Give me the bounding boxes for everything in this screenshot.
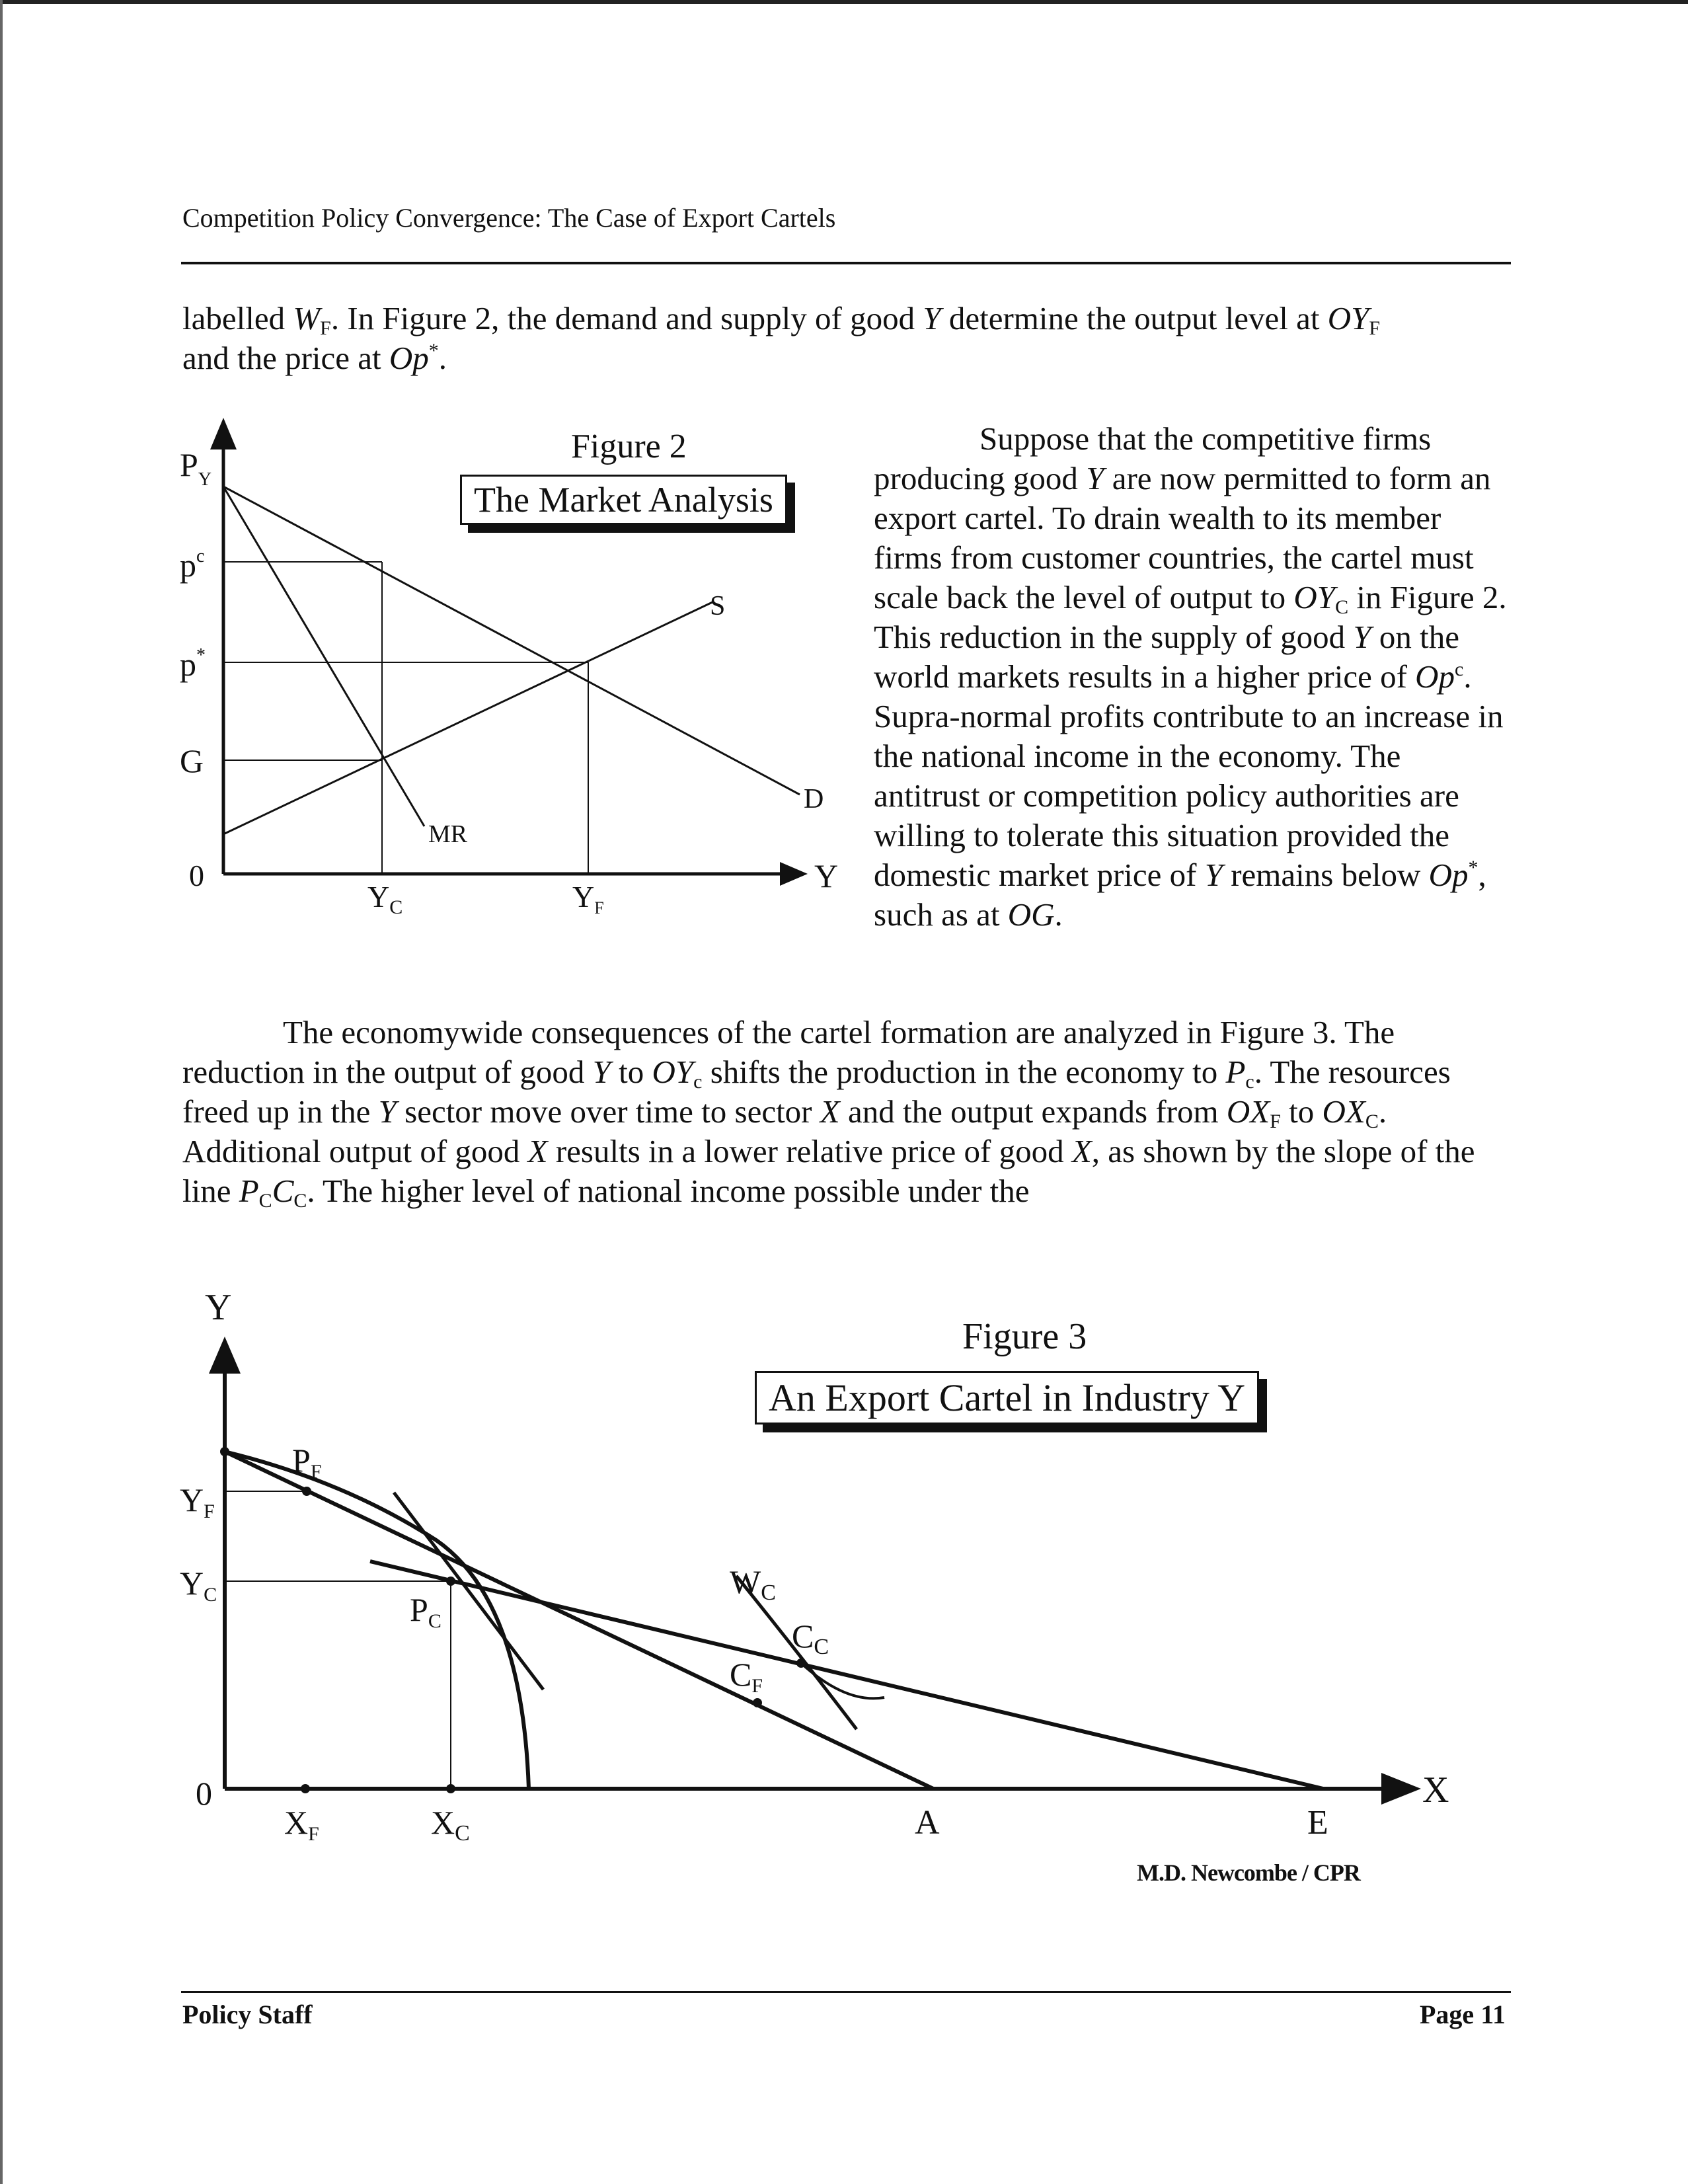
fig2-label-y-axis: Y — [814, 857, 839, 894]
fig3-point-xc — [446, 1784, 455, 1793]
fig3-point-yf-top — [220, 1447, 229, 1456]
fig2-label-pstar: p* — [180, 645, 206, 683]
fig3-line-pf-a — [225, 1452, 933, 1789]
fig3-label-yf: $Y_F$ — [180, 1481, 215, 1522]
figure-3 — [172, 1276, 1520, 1884]
fig2-label-py: $P_Y$ — [180, 446, 212, 490]
fig2-label-s: S — [710, 591, 726, 621]
footer-rule — [181, 1991, 1511, 1993]
figure-2-box-title: The Market Analysis — [460, 475, 787, 525]
header-rule — [181, 262, 1511, 264]
fig3-label-xf: $X_F$ — [284, 1804, 319, 1845]
fig3-label-pc: $P_C$ — [410, 1591, 441, 1632]
intro-line-1: labelled $W_F$. In Figure 2, the demand and supply of good Y determine the output level at $OY_F$ — [182, 300, 1381, 339]
fig3-production-frontier — [225, 1452, 529, 1789]
running-header: Competition Policy Convergence: The Case of Export Cartels — [182, 203, 836, 233]
fig2-y-arrow — [210, 418, 237, 449]
fig3-y-arrow — [209, 1337, 241, 1374]
figure-2 — [178, 410, 853, 939]
fig3-point-cc — [796, 1658, 806, 1668]
fig2-label-yf: $Y_F$ — [572, 880, 604, 917]
fig3-label-pf: $P_F$ — [292, 1442, 322, 1483]
fig2-supply-curve — [223, 602, 714, 834]
fig2-label-pc: $p^c$ — [180, 546, 205, 584]
figure-3-credit: M.D. Newcombe / CPR — [1137, 1859, 1360, 1886]
figure-3-diagram — [172, 1276, 1520, 1884]
fig2-label-g: G — [180, 742, 204, 779]
fig2-label-zero: 0 — [189, 859, 204, 892]
fig3-point-xf — [301, 1784, 310, 1793]
figure-3-box-title: An Export Cartel in Industry Y — [755, 1371, 1259, 1424]
intro-line-2: and the price at Op*. — [182, 340, 447, 376]
fig2-mr-curve — [223, 487, 424, 826]
fig2-x-arrow — [780, 862, 808, 886]
right-column-paragraph: Suppose that the competitive firms producing good Y are now permitted to form an export cartel. To drain wealth to its member firms from customer countries, the cartel must scale back the level of output to $OY_C$ in Figure 2. This reduction in the supply of good Y on the world markets results in a higher price of Op$^c$. Supra-normal profits contribute to an increase in the national income in the economy. The antitrust or competition policy authorities are willing to tolerate this situation provided the domestic market price of Y remains below Op*, such as at OG. — [874, 420, 1507, 933]
fig3-label-cf: $C_F$ — [730, 1656, 763, 1697]
fig2-demand-curve — [223, 487, 800, 795]
fig3-label-xc: $X_C$ — [431, 1804, 470, 1846]
body-paragraph-2: The economywide consequences of the cartel formation are analyzed in Figure 3. The reduction in the output of good Y to $OY_c$ shifts the production in the economy to $P_c$. The resources freed up in the Y sector move over time to sector X and the output expands from $OX_F$ to $OX_C$. Additional output of good X results in a lower relative price of good X, as shown by the slope of the line $P_CC_C$. The higher level of national income possible under the — [182, 1014, 1475, 1212]
footer-left: Policy Staff — [182, 2000, 313, 2029]
fig3-label-yc: $Y_C$ — [180, 1565, 217, 1606]
fig2-label-d: D — [804, 784, 824, 814]
fig2-label-yc: $Y_C$ — [367, 880, 403, 918]
fig3-x-arrow — [1381, 1773, 1421, 1805]
top-border — [0, 0, 1688, 4]
fig3-label-e: E — [1307, 1804, 1328, 1842]
left-border — [0, 0, 3, 2184]
figure-3-title: Figure 3 — [962, 1316, 1087, 1357]
fig3-label-wc: $W_C$ — [730, 1563, 776, 1605]
figure-2-title: Figure 2 — [571, 428, 687, 465]
footer-page-number: Page 11 — [1420, 2000, 1506, 2029]
fig2-label-mr: MR — [428, 820, 468, 848]
fig3-label-cc: $C_C$ — [792, 1618, 829, 1659]
fig3-label-a: A — [915, 1804, 940, 1842]
fig3-label-zero: 0 — [196, 1775, 212, 1812]
fig3-label-y-axis: Y — [205, 1287, 232, 1328]
fig3-label-x-axis: X — [1422, 1770, 1449, 1811]
fig3-point-pf — [302, 1487, 311, 1496]
fig3-point-pc — [446, 1577, 455, 1586]
fig3-point-cf — [753, 1698, 762, 1707]
